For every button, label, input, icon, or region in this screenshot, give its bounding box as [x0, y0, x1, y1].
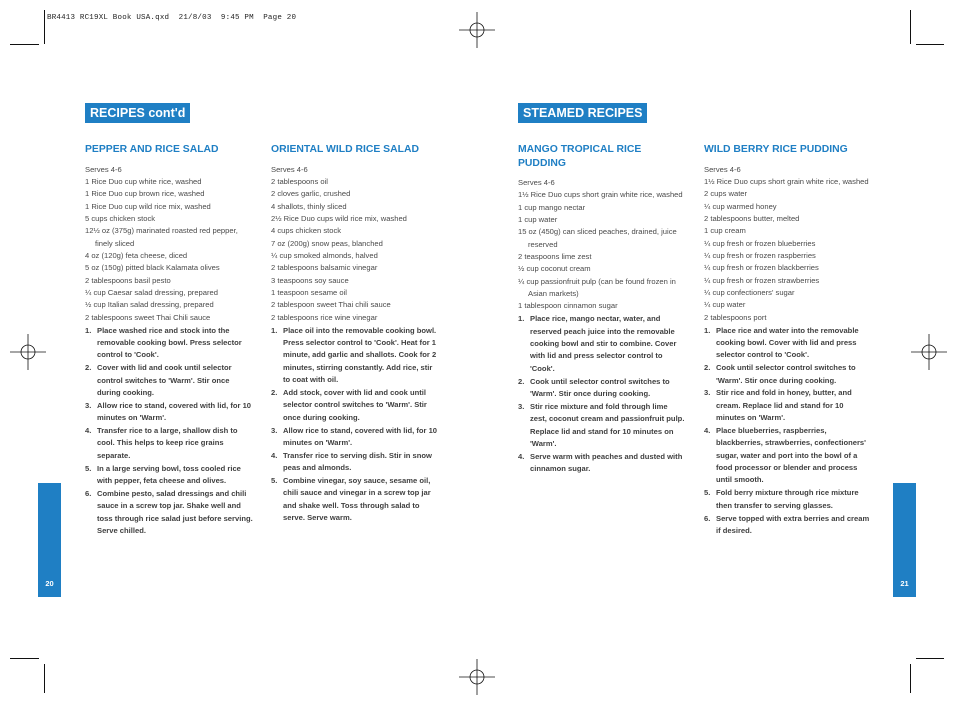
step-text: Place washed rice and stock into the removable cooking bowl. Press selector control to 'Cook'. — [97, 325, 242, 360]
recipe-pepper-rice-salad — [85, 143, 255, 537]
recipe-mango-tropical-rice-pudding — [518, 143, 686, 476]
ingredient-item: 4 cups chicken stock — [271, 226, 342, 236]
method-step — [85, 425, 255, 462]
method-step — [518, 313, 686, 375]
ingredient-item: ½ cup Italian salad dressing, prepared — [85, 300, 214, 310]
method-steps — [518, 313, 686, 475]
step-text: Place rice, mango nectar, water, and reserved peach juice into the removable cooking bowl and stir to combine. Cover with lid and press selector control to 'Cook'. — [530, 314, 677, 373]
step-number: 5. — [704, 488, 711, 498]
left-page-tab — [38, 483, 61, 597]
ingredient-item: 12½ oz (375g) marinated roasted red pepper, finely sliced — [85, 226, 238, 248]
method-step — [271, 475, 441, 524]
crop-mark-top-left-h — [10, 44, 39, 45]
recipe-oriental-wild-rice-salad — [271, 143, 441, 524]
registration-mark-top-icon — [457, 10, 497, 50]
recipe-title: WILD BERRY RICE PUDDING — [704, 144, 848, 155]
ingredient-item: 3 teaspoons soy sauce — [271, 275, 349, 285]
recipe-title: MANGO TROPICAL RICE PUDDING — [518, 144, 642, 169]
method-steps — [271, 325, 441, 525]
ingredient-item: 1 Rice Duo cup wild rice mix, washed — [85, 201, 211, 211]
recipe-title: ORIENTAL WILD RICE SALAD — [271, 144, 419, 155]
method-step — [704, 487, 872, 512]
ingredient-item: 2 tablespoons sweet Thai Chili sauce — [85, 312, 211, 322]
ingredient-item: ¼ cup fresh or frozen blueberries — [704, 238, 816, 248]
step-number: 1. — [85, 325, 92, 335]
step-number: 6. — [704, 513, 711, 523]
step-number: 3. — [271, 425, 278, 435]
right-section-banner: STEAMED RECIPES — [518, 103, 647, 123]
method-step — [271, 450, 441, 475]
registration-mark-bottom-icon — [457, 657, 497, 697]
ingredient-item: 7 oz (200g) snow peas, blanched — [271, 238, 383, 248]
ingredient-item: ¼ cup passionfruit pulp (can be found frozen in Asian markets) — [518, 276, 676, 299]
ingredient-item: 2 cloves garlic, crushed — [271, 189, 351, 199]
method-step — [85, 463, 255, 488]
step-text: Combine vinegar, soy sauce, sesame oil, chili sauce and vinegar in a screw top jar and shake well. Toss through salad to serve. Serve warm. — [283, 476, 431, 523]
step-number: 3. — [85, 400, 92, 410]
crop-mark-bottom-left-h — [10, 658, 39, 659]
step-text: Cover with lid and cook until selector control switches to 'Warm'. Stir once during cooking. — [97, 363, 232, 397]
method-steps — [704, 325, 872, 538]
step-number: 6. — [85, 489, 92, 498]
ingredient-item: ¼ cup confectioners' sugar — [704, 287, 795, 297]
method-step — [85, 488, 255, 537]
ingredient-item: 4 shallots, thinly sliced — [271, 201, 347, 211]
ingredient-item: 2 cups water — [704, 189, 748, 199]
method-step — [518, 401, 686, 450]
step-text: Serve topped with extra berries and cream if desired. — [716, 513, 870, 536]
ingredient-item: Serves 4-6 — [704, 164, 741, 174]
right-page-tab — [893, 483, 916, 597]
recipe-wild-berry-rice-pudding — [704, 143, 872, 537]
left-section-banner: RECIPES cont'd — [85, 103, 190, 123]
ingredient-item: 2 tablespoons balsamic vinegar — [271, 263, 378, 273]
step-number: 3. — [704, 388, 711, 398]
ingredient-item: 1 cup cream — [704, 226, 746, 236]
registration-mark-left-icon — [8, 332, 48, 372]
step-number: 1. — [271, 325, 278, 335]
ingredient-item: 5 oz (150g) pitted black Kalamata olives — [85, 263, 220, 273]
ingredient-list — [518, 177, 686, 313]
ingredient-item: Serves 4-6 — [85, 164, 122, 174]
step-text: Allow rice to stand, covered with lid, for 10 minutes on 'Warm'. — [97, 400, 252, 423]
crop-mark-bottom-right-v — [910, 664, 911, 693]
crop-mark-top-right-v — [910, 10, 911, 44]
step-text: Stir rice mixture and fold through lime zest, coconut cream and passionfruit pulp. Replace lid and stand for 10 minutes on 'Warm'. — [530, 401, 685, 448]
ingredient-item: ¼ cup water — [704, 300, 746, 310]
step-text: Cook until selector control switches to 'Warm'. Stir once during cooking. — [530, 376, 670, 399]
step-text: Fold berry mixture through rice mixture then transfer to serving glasses. — [716, 488, 859, 510]
step-text: Place oil into the removable cooking bowl. Press selector control to 'Cook'. Heat for 1 minute, add garlic and shallots. Cook for 2 minutes, stirring constantly. Add rice, stir to coat with oil. — [283, 325, 437, 384]
ingredient-item: 15 oz (450g) can sliced peaches, drained, juice reserved — [518, 227, 677, 249]
step-number: 4. — [518, 451, 525, 461]
method-step — [85, 325, 255, 362]
step-number: 2. — [518, 376, 525, 386]
ingredient-item: 1 cup mango nectar — [518, 202, 586, 212]
ingredient-item: 2 tablespoons port — [704, 312, 767, 322]
ingredient-list — [85, 164, 255, 324]
method-step — [704, 425, 872, 487]
step-number: 2. — [704, 363, 711, 373]
method-steps — [85, 325, 255, 538]
ingredient-item: 2 tablespoon sweet Thai chili sauce — [271, 300, 391, 310]
ingredient-list — [271, 164, 441, 324]
ingredient-item: 1 cup water — [518, 215, 558, 225]
ingredient-item: Serves 4-6 — [518, 178, 555, 187]
page-number: 20 — [45, 579, 54, 588]
ingredient-item: 5 cups chicken stock — [85, 213, 156, 223]
ingredient-item: ½ cup coconut cream — [518, 264, 591, 274]
step-number: 4. — [85, 426, 92, 436]
print-slug: BR4413 RC19XL Book USA.qxd 21/8/03 9:45 PM Page 20 — [47, 14, 297, 22]
step-text: Transfer rice to a large, shallow dish to cool. This helps to keep rice grains separate. — [97, 426, 238, 460]
method-step — [704, 325, 872, 362]
ingredient-item: 1 tablespoon cinnamon sugar — [518, 301, 618, 311]
ingredient-item: 1 teaspoon sesame oil — [271, 287, 347, 297]
step-text: Place blueberries, raspberries, blackberries, strawberries, confectioners' sugar, water and port into the bowl of a food processor or blender and process until smooth. — [716, 426, 866, 485]
method-step — [704, 513, 872, 538]
crop-mark-top-right-h — [916, 44, 944, 45]
recipe-title: PEPPER AND RICE SALAD — [85, 144, 219, 155]
ingredient-item: 4 oz (120g) feta cheese, diced — [85, 250, 188, 260]
step-text: In a large serving bowl, toss cooled rice with pepper, feta cheese and olives. — [97, 463, 241, 486]
page-number: 21 — [900, 579, 909, 588]
method-step — [271, 387, 441, 424]
ingredient-item: ¼ cup warmed honey — [704, 201, 777, 211]
ingredient-item: 2½ Rice Duo cups wild rice mix, washed — [271, 213, 407, 223]
ingredient-item: ¼ cup fresh or frozen raspberries — [704, 250, 816, 260]
ingredient-item: 2 tablespoons butter, melted — [704, 213, 800, 223]
ingredient-item: 1 Rice Duo cup white rice, washed — [85, 176, 202, 186]
ingredient-item: ¼ cup smoked almonds, halved — [271, 250, 378, 260]
method-step — [85, 362, 255, 399]
step-number: 4. — [271, 450, 278, 460]
crop-mark-top-left-v — [44, 10, 45, 44]
method-step — [704, 362, 872, 387]
crop-mark-bottom-right-h — [916, 658, 944, 659]
ingredient-item: 2 tablespoons oil — [271, 176, 328, 186]
ingredient-item: 2 teaspoons lime zest — [518, 252, 592, 262]
step-text: Transfer rice to serving dish. Stir in snow peas and almonds. — [283, 450, 432, 473]
step-number: 2. — [85, 363, 92, 373]
method-step — [271, 425, 441, 450]
step-number: 1. — [704, 325, 711, 335]
ingredient-item: 1½ Rice Duo cups short grain white rice, washed — [518, 190, 683, 200]
step-text: Place rice and water into the removable cooking bowl. Cover with lid and press selector control to 'Cook'. — [716, 325, 859, 360]
step-text: Stir rice and fold in honey, butter, and cream. Replace lid and stand for 10 minutes on 'Warm'. — [716, 388, 852, 423]
step-text: Serve warm with peaches and dusted with cinnamon sugar. — [530, 451, 683, 474]
crop-mark-bottom-left-v — [44, 664, 45, 693]
ingredient-list — [704, 164, 872, 324]
ingredient-item: ¼ cup Caesar salad dressing, prepared — [85, 287, 218, 297]
step-number: 3. — [518, 401, 525, 411]
step-number: 5. — [271, 476, 278, 486]
step-text: Add stock, cover with lid and cook until selector control switches to 'Warm'. Stir once during cooking. — [283, 387, 427, 422]
ingredient-item: 1½ Rice Duo cups short grain white rice, washed — [704, 176, 869, 186]
step-number: 4. — [704, 426, 711, 436]
ingredient-item: 2 tablespoons basil pesto — [85, 275, 171, 285]
ingredient-item: ¼ cup fresh or frozen strawberries — [704, 275, 820, 285]
method-step — [271, 325, 441, 387]
ingredient-item: ¼ cup fresh or frozen blackberries — [704, 263, 819, 273]
ingredient-item: 1 Rice Duo cup brown rice, washed — [85, 189, 205, 199]
method-step — [85, 400, 255, 425]
step-text: Cook until selector control switches to 'Warm'. Stir once during cooking. — [716, 363, 856, 385]
step-text: Allow rice to stand, covered with lid, for 10 minutes on 'Warm'. — [283, 425, 438, 447]
step-number: 2. — [271, 387, 278, 397]
method-step — [518, 451, 686, 476]
step-number: 5. — [85, 463, 92, 473]
method-step — [704, 387, 872, 424]
step-number: 1. — [518, 314, 525, 324]
step-text: Combine pesto, salad dressings and chili sauce in a screw top jar. Shake well and toss through rice salad just before serving. Serve chilled. — [97, 489, 253, 536]
registration-mark-right-icon — [909, 332, 949, 372]
method-step — [518, 376, 686, 401]
ingredient-item: 2 tablespoons rice wine vinegar — [271, 312, 378, 322]
ingredient-item: Serves 4-6 — [271, 164, 308, 174]
